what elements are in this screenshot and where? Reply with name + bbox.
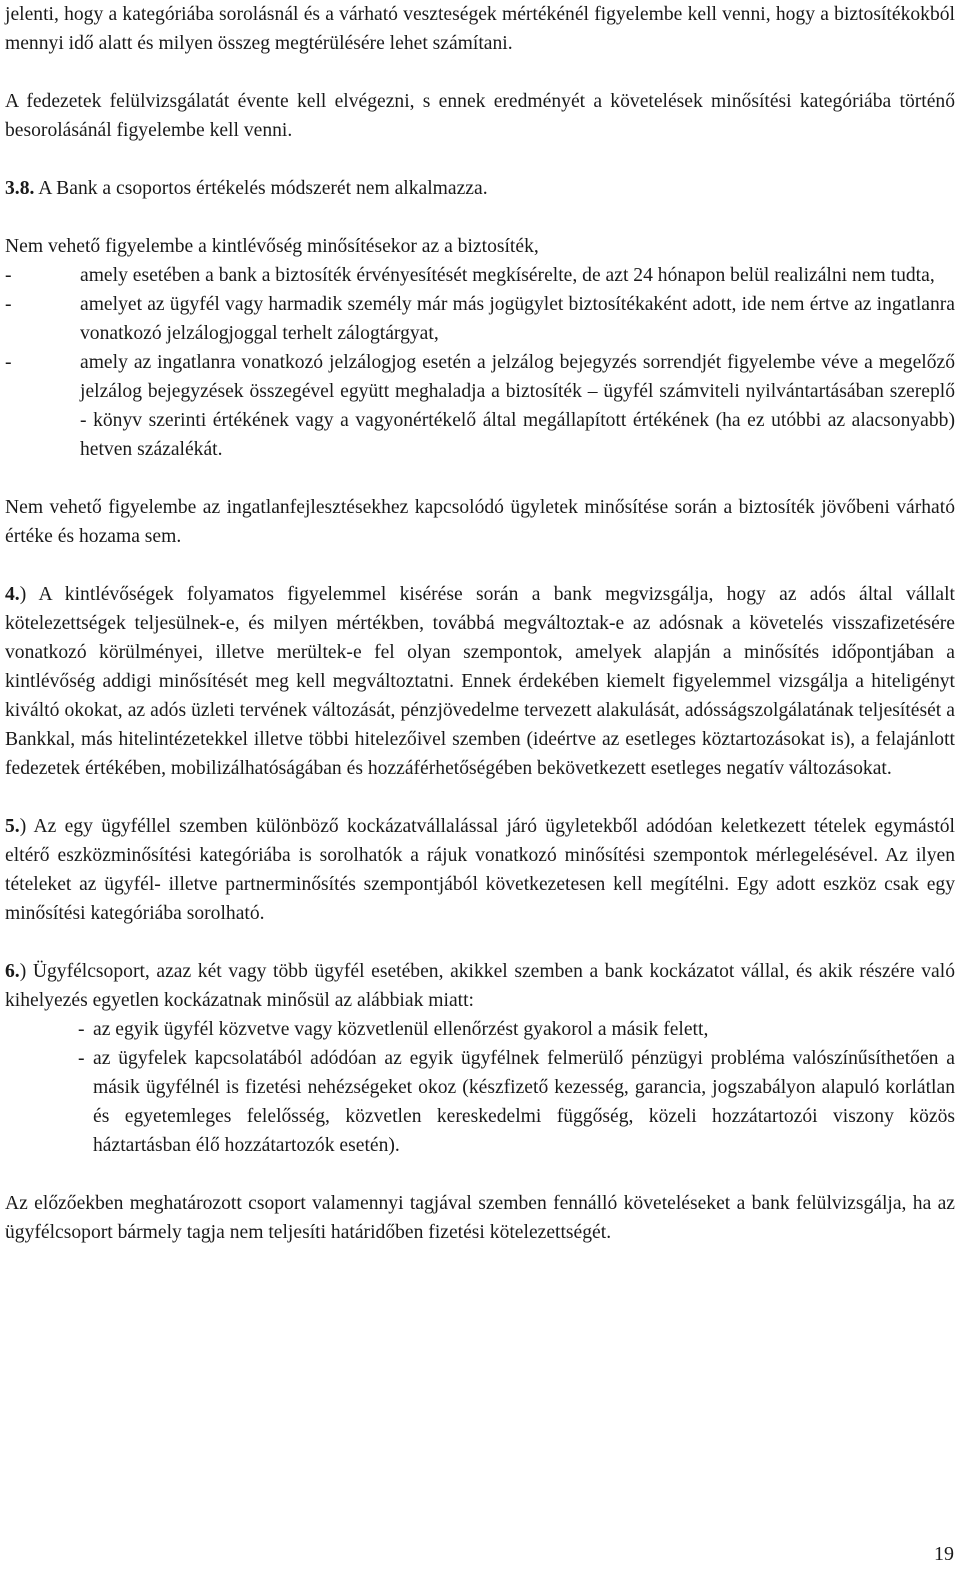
intro-paragraph-2: A fedezetek felülvizsgálatát évente kell elvégezni, s ennek eredményét a követelések minősítési kategóriába történő besorolásánál figyelembe kell venni. (5, 91, 955, 141)
list-item-text: amely az ingatlanra vonatkozó jelzálogjog esetén a jelzálog bejegyzés sorrendjét figyelembe véve a megelőző jelzálog bejegyzések összegével együtt meghaladja a biztosíték – ügyfél számviteli nyilvántartásában szereplő - könyv szerinti értékének vagy a vagyonértékelő által megállapított értékének (ha ez utóbbi az alacsonyabb) hetven százalékát. (80, 352, 955, 460)
section-3-8-text: A Bank a csoportos értékelés módszerét nem alkalmazza. (34, 178, 488, 199)
document-page (5, 0, 955, 1247)
collateral-lead: Nem vehető figyelembe a kintlévőség minősítésekor az a biztosíték, (5, 236, 539, 257)
collateral-list-item (5, 261, 955, 290)
list-item-text: az ügyfelek kapcsolatából adódóan az egyik ügyfélnek felmerülő pénzügyi probléma valószínűsíthetően a másik ügyfélnél is fizetési nehézségeket okoz (készfizető kezesség, garancia, jogszabályon alapuló korlátlan és egyetemleges felelősség, közvetlen kereskedelmi függőség, közeli hozzátartozói viszony közös háztartásban élő hozzátartozók esetén). (93, 1048, 955, 1156)
group-list-item (5, 1044, 955, 1160)
intro-paragraph-1: jelenti, hogy a kategóriába sorolásnál és a várható veszteségek mértékénél figyelembe kell venni, hogy a biztosítékokból mennyi idő alatt és milyen összeg megtérülésére lehet számítani. (5, 4, 955, 54)
section-6-text: ) Ügyfélcsoport, azaz két vagy több ügyfél esetében, akikkel szemben a bank kockázatot vállal, és akik részére való kihelyezés egyetlen kockázatnak minősül az alábbiak miatt: (5, 961, 955, 1011)
list-dash: - (78, 1048, 85, 1069)
section-4-text: ) A kintlévőségek folyamatos figyelemmel kisérése során a bank megvizsgálja, hogy az adós által vállalt kötelezettségek teljesülnek-e, és milyen mértékben, továbbá megváltoztak-e az adósnak a követelés visszafizetésére vonatkozó körülményei, illetve merültek-e fel olyan szempontok, amelyek alapján a minősítés időpontjában a kintlévőség addigi minősítését meg kell megváltoztatni. Ennek érdekében kiemelt figyelemmel vizsgálja a hiteligényt kiváltó okokat, az adós üzleti tervének változását, pénzjövedelme tervezett alakulását, adósságszolgálatának teljesítését a Bankkal, más hitelintézetekkel illetve többi hitelezőivel szemben (ideértve az esetleges köztartozásokat is), a felajánlott fedezetek értékében, mobilizálhatóságában és hozzáférhetőségében bekövetkezett esetleges negatív változásokat. (5, 584, 955, 779)
page-number: 19 (934, 1543, 954, 1565)
collateral-list-item (5, 290, 955, 348)
section-3-8-number: 3.8. (5, 178, 35, 199)
section-4-paragraph (5, 580, 955, 783)
section-6-paragraph (5, 957, 955, 1015)
section-3-8-heading (5, 174, 955, 203)
section-6-after-paragraph: Az előzőekben meghatározott csoport valamennyi tagjával szemben fennálló követeléseket a bank felülvizsgálja, ha az ügyfélcsoport bármely tagja nem teljesíti határidőben fizetési kötelezettségét. (5, 1193, 955, 1243)
list-dash: - (5, 294, 12, 315)
list-dash: - (5, 265, 12, 286)
list-item-text: amelyet az ügyfél vagy harmadik személy már más jogügylet biztosítékaként adott, ide nem értve az ingatlanra vonatkozó jelzálogjoggal terhelt zálogtárgyat, (80, 294, 955, 344)
section-5-text: ) Az egy ügyféllel szemben különböző kockázatvállalással járó ügyletekből adódóan keletkezett tételek egymástól eltérő eszközminősítési kategóriába is sorolhatók a rájuk vonatkozó minősítési szempontok mérlegelésével. Az ilyen tételeket az ügyfél- illetve partnerminősítés szempontjából következetesen kell megítélni. Egy adott eszköz csak egy minősítési kategóriába sorolható. (5, 816, 955, 924)
section-6-number: 6. (5, 961, 20, 982)
collateral-list-item (5, 348, 955, 464)
collateral-after-paragraph: Nem vehető figyelembe az ingatlanfejlesztésekhez kapcsolódó ügyletek minősítése során a biztosíték jövőbeni várható értéke és hozama sem. (5, 497, 955, 547)
list-dash: - (5, 352, 12, 373)
section-5-number: 5. (5, 816, 20, 837)
group-list-item (5, 1015, 955, 1044)
list-item-text: az egyik ügyfél közvetve vagy közvetlenül ellenőrzést gyakorol a másik felett, (93, 1019, 709, 1040)
section-4-number: 4. (5, 584, 20, 605)
section-5-paragraph (5, 812, 955, 928)
list-item-text: amely esetében a bank a biztosíték érvényesítését megkísérelte, de azt 24 hónapon belül realizálni nem tudta, (80, 265, 935, 286)
list-dash: - (78, 1019, 85, 1040)
